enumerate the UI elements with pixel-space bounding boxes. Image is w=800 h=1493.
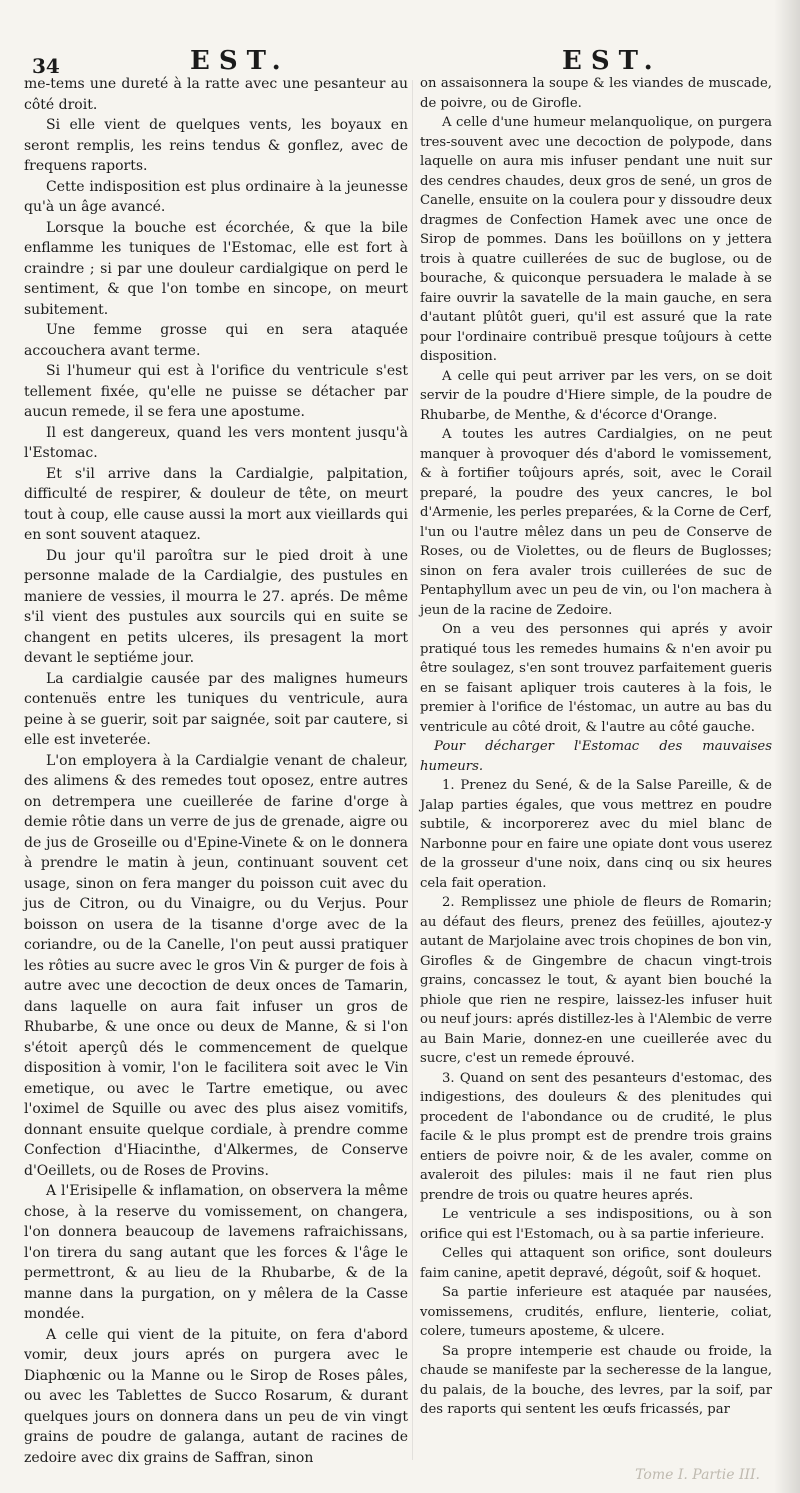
paragraph: me-tems une dureté à la ratte avec une pesanteur au côté droit.	[24, 76, 408, 113]
paragraph: 3. Quand on sent des pesanteurs d'estomac, des indigestions, des douleurs & des plenitudes qui procedent de l'abondance ou de crudité, le plus facile & le plus prompt est de prendre trois grains entiers de poivre noir, & de les avaler, comme on avaleroit des pilules: mais il ne faut rien plus prendre de trois ou quatre heures aprés.	[420, 1070, 772, 1203]
paragraph: on assaisonnera la soupe & les viandes de muscade, de poivre, ou de Girofle.	[420, 76, 772, 111]
paragraph: La cardialgie causée par des malignes humeurs contenuës entre les tuniques du ventricule, aura peine à se guerir, soit par saignée, soit par cautere, si elle est inveterée.	[24, 670, 408, 748]
paragraph: Sa propre intemperie est chaude ou froide, la chaude se manifeste par la secheresse de la langue, du palais, de la bouche, des levres, par la soif, par des raports qui sentent les œufs fricassés, par	[420, 1343, 772, 1417]
right-column	[420, 74, 772, 1420]
paragraph: 2. Remplissez une phiole de fleurs de Romarin; au défaut des fleurs, prenez des feüilles, ajoutez-y autant de Marjolaine avec trois chopines de bon vin, Girofles & de Gingembre de chacun vingt-trois grains, concassez le tout, & ayant bien bouché la phiole que rien ne respire, laissez-les infuser huit ou neuf jours: aprés distillez-les à l'Alembic de verre au Bain Marie, donnez-en une cueillerée avec du sucre, c'est un remede éprouvé.	[420, 895, 772, 1066]
paragraph: Si l'humeur qui est à l'orifice du ventricule s'est tellement fixée, qu'elle ne puisse se détacher par aucun remede, il se fera une apostume.	[24, 363, 408, 420]
paragraph: L'on employera à la Cardialgie venant de chaleur, des alimens & des remedes tout oposez, entre autres on detrempera une cueillerée de farine d'orge à demie rôtie dans un verre de jus de grenade, aigre ou de jus de Groseille ou d'Epine-Vinete & on le donnera à prendre le matin à jeun, continuant souvent cet usage, sinon on fera manger du poisson cuit avec du jus de Citron, ou du Vinaigre, ou du Verjus. Pour boisson on usera de la tisanne d'orge avec de la coriandre, ou de la Canelle, l'on peut aussi pratiquer les rôties au sucre avec le gros Vin & purger de fois à autre avec une decoction de deux onces de Tamarin, dans laquelle on aura fait infuser un gros de Rhubarbe, & une once ou deux de Manne, & si l'on s'étoit aperçû dés le commencement de quelque disposition à vomir, l'on le facilitera soit avec le Vin emetique, ou avec le Tartre emetique, ou avec l'oximel de Squille ou avec des plus aisez vomitifs, donnant ensuite quelque cordiale, à prendre comme Confection d'Hiacinthe, d'Alkermes, de Conserve d'Oeillets, ou de Roses de Provins.	[24, 752, 408, 1179]
paragraph: Sa partie inferieure est ataquée par nausées, vomissemens, crudités, enflure, lienterie, coliat, colere, tumeurs aposteme, & ulcere.	[420, 1285, 772, 1339]
paragraph: Et s'il arrive dans la Cardialgie, palpitation, difficulté de respirer, & douleur de tête, on meurt tout à coup, elle cause aussi la mort aux vieillards qui en sont souvent ataquez.	[24, 465, 408, 543]
paragraph: Si elle vient de quelques vents, les boyaux en seront remplis, les reins tendus & gonflez, avec de frequens raports.	[24, 117, 408, 174]
paragraph: A celle d'une humeur melanquolique, on purgera tres-souvent avec une decoction de polypode, dans laquelle on aura mis infuser pendant une nuit sur des cendres chaudes, deux gros de sené, un gros de Canelle, ensuite on la coulera pour y dissoudre deux dragmes de Confection Hamek avec une once de Sirop de pommes. Dans les boüillons on y jettera trois à quatre cuillerées de suc de buglose, ou de bourache, & quiconque persuadera le malade à se faire ouvrir la savatelle de la main gauche, en sera d'autant plûtôt gueri, qu'il est assuré que la rate pour l'ordinaire contribuë presque toûjours à cette disposition.	[420, 115, 772, 364]
paragraph: A l'Erisipelle & inflamation, on observera la même chose, à la reserve du vomissement, on changera, l'on donnera beaucoup de lavemens rafraichissans, l'on tirera du sang autant que les forces & l'âge le permettront, & au lieu de la Rhubarbe, & de la manne dans la purgation, on y mêlera de la Casse mondée.	[24, 1183, 408, 1322]
section-heading: Pour décharger l'Estomac des mauvaises humeurs.	[420, 739, 772, 774]
paragraph: Du jour qu'il paroîtra sur le pied droit à une personne malade de la Cardialgie, des pustules en maniere de vessies, il mourra le 27. aprés. De même s'il vient des pustules aux sourcils qui en suite se changent en petits ulceres, ils presagent la mort devant le septiéme jour.	[24, 547, 408, 666]
paragraph: Le ventricule a ses indispositions, ou à son orifice qui est l'Estomach, ou à sa partie inferieure.	[420, 1207, 772, 1242]
paragraph: Il est dangereux, quand les vers montent jusqu'à l'Estomac.	[24, 424, 408, 461]
footer-bleed-text: Tome I. Partie III.	[635, 1467, 760, 1483]
paragraph: A toutes les autres Cardialgies, on ne peut manquer à provoquer dés d'abord le vomissement, & à fortifier toûjours aprés, soit, avec le Corail preparé, la poudre des yeux cancres, le bol d'Armenie, les perles preparées, & la Corne de Cerf, l'un ou l'autre mêlez dans un peu de Conserve de Roses, ou de Violettes, ou de fleurs de Buglosses; sinon on fera avaler trois cuillerées de suc de Pentaphyllum avec un peu de vin, ou l'on machera à jeun de la racine de Zedoire.	[420, 427, 772, 618]
paragraph: Une femme grosse qui en sera ataquée accouchera avant terme.	[24, 322, 408, 359]
page-number: 34	[32, 54, 60, 78]
running-head-left: EST.	[190, 46, 290, 76]
paragraph: On a veu des personnes qui aprés y avoir pratiqué tous les remedes humains & n'en avoir pu être soulagez, s'en sont trouvez parfaitement gueris en se faisant apliquer trois cauteres à la fois, le premier à l'orifice de l'éstomac, un autre au bas du ventricule au côté droit, & l'autre au côté gauche.	[420, 622, 772, 735]
left-column	[24, 74, 408, 1468]
paragraph: Celles qui attaquent son orifice, sont douleurs faim canine, apetit depravé, dégoût, soif & hoquet.	[420, 1246, 772, 1281]
paragraph: Lorsque la bouche est écorchée, & que la bile enflamme les tuniques de l'Estomac, elle est fort à craindre ; si par une douleur cardialgique on perd le sentiment, & que l'on tombe en sincope, on meurt subitement.	[24, 219, 408, 318]
page-edge-shadow	[774, 0, 800, 1493]
running-head-right: EST.	[562, 46, 662, 76]
paragraph: Cette indisposition est plus ordinaire à la jeunesse qu'à un âge avancé.	[24, 178, 408, 215]
paragraph: A celle qui peut arriver par les vers, on se doit servir de la poudre d'Hiere simple, de la poudre de Rhubarbe, de Menthe, & d'écorce d'Orange.	[420, 368, 772, 423]
page-header	[14, 44, 786, 78]
paragraph: 1. Prenez du Sené, & de la Salse Pareille, & de Jalap parties égales, que vous mettrez en poudre subtile, & incorporerez avec du miel blanc de Narbonne pour en faire une opiate dont vous userez de la grosseur d'une noix, dans cinq ou six heures cela fait operation.	[420, 778, 772, 891]
paragraph: A celle qui vient de la pituite, on fera d'abord vomir, deux jours aprés on purgera avec le Diaphœnic ou la Manne ou le Sirop de Roses pâles, ou avec les Tablettes de Succo Rosarum, & durant quelques jours on donnera dans un peu de vin vingt grains de poudre de galanga, autant de racines de zedoire avec dix grains de Saffran, sinon	[24, 1326, 408, 1466]
column-gutter	[412, 80, 413, 1460]
